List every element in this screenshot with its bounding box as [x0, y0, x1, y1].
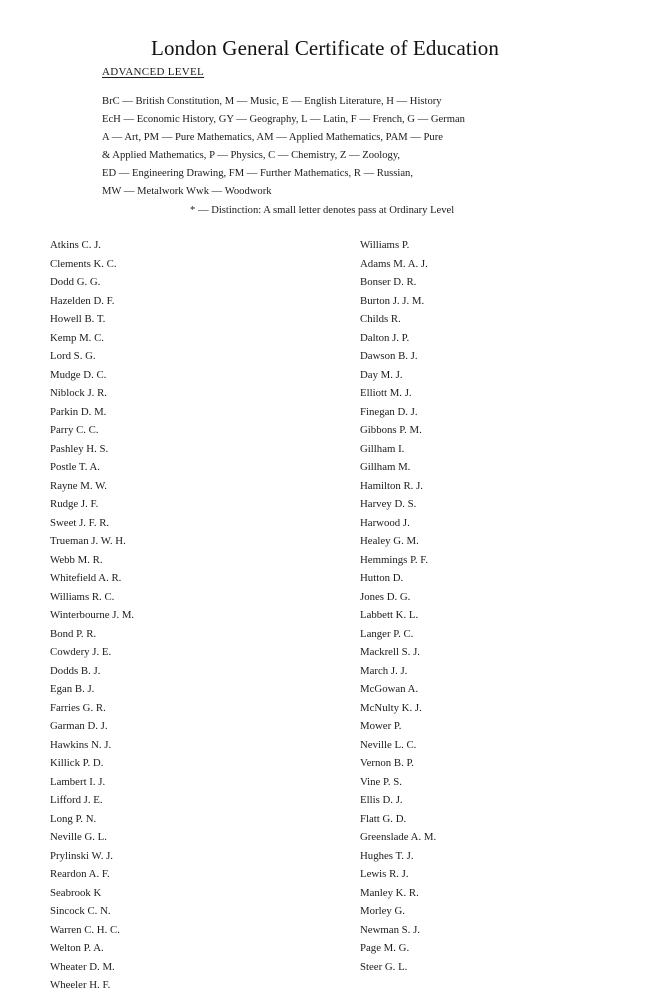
names-column-left [50, 236, 300, 995]
candidate-name: Howell B. T. [50, 313, 106, 325]
candidate-name: Burton J. J. M. [360, 294, 425, 307]
candidate-name: Parry C. C. [50, 424, 99, 436]
subject-key-line: ED — Engineering Drawing, FM — Further Mathematics, R — Russian, [102, 168, 414, 179]
candidate-name: Neville L. C. [360, 738, 417, 751]
page-title: London General Certificate of Education [151, 36, 499, 60]
candidate-name: Steer G. L. [360, 960, 408, 973]
candidate-name: Wheater D. M. [50, 960, 115, 973]
candidate-name: Gibbons P. M. [360, 424, 422, 436]
distinction-note: * — Distinction: A small letter denotes pass at Ordinary Level [190, 205, 455, 216]
candidate-name: Dalton J. P. [360, 331, 410, 344]
candidate-name: Labbett K. L. [360, 609, 419, 621]
candidate-name: Harvey D. S. [360, 498, 417, 510]
candidate-name: McGowan A. [360, 683, 419, 695]
candidate-name: Bond P. R. [50, 627, 97, 640]
candidate-name: Killick P. D. [50, 757, 104, 769]
subject-key-line: & Applied Mathematics, P — Physics, C — Chemistry, Z — Zoology, [102, 150, 401, 161]
candidate-name: Rudge J. F. [50, 498, 99, 510]
candidate-name: Pashley H. S. [50, 442, 109, 455]
candidate-name: Williams R. C. [50, 590, 115, 603]
candidate-name: Webb M. R. [50, 553, 103, 566]
candidate-name: Gillham M. [360, 461, 411, 473]
candidate-name: Hawkins N. J. [50, 738, 112, 751]
candidate-name: Cowdery J. E. [50, 646, 112, 658]
candidate-name: Sweet J. F. R. [50, 516, 110, 529]
candidate-name: Hamilton R. J. [360, 479, 423, 492]
candidate-name: Postle T. A. [50, 461, 100, 473]
candidate-name: Elliott M. J. [360, 387, 412, 399]
candidate-name: Lewis R. J. [360, 868, 409, 880]
candidate-name: Parkin D. M. [50, 405, 107, 418]
candidate-name: Manley K. R. [360, 886, 419, 899]
candidate-name: Mackrell S. J. [360, 646, 420, 658]
candidate-name: Mower P. [360, 720, 402, 732]
candidate-name: McNulty K. J. [360, 701, 422, 714]
candidate-name: Seabrook K [50, 886, 102, 899]
candidate-name: Day M. J. [360, 368, 403, 381]
candidate-name: Dodds B. J. [50, 664, 101, 677]
candidate-name: Hemmings P. F. [360, 553, 429, 566]
candidate-name: Egan B. J. [50, 683, 95, 695]
candidate-name: Warren C. H. C. [50, 923, 120, 936]
candidate-name: Jones D. G. [360, 590, 411, 603]
candidate-name: Adams M. A. J. [360, 257, 428, 270]
candidate-name: Hughes T. J. [360, 849, 414, 862]
candidate-name: Garman D. J. [50, 720, 108, 732]
candidate-name: Ellis D. J. [360, 794, 403, 806]
candidate-name: Prylinski W. J. [50, 849, 113, 862]
candidate-name: Winterbourne J. M. [50, 609, 135, 621]
candidate-name: Newman S. J. [360, 923, 420, 936]
names-column-right [360, 236, 610, 976]
subject-key-line: A — Art, PM — Pure Mathematics, AM — Applied Mathematics, PAM — Pure [102, 132, 443, 143]
candidate-name: March J. J. [360, 664, 408, 677]
candidate-name: Trueman J. W. H. [50, 535, 126, 547]
candidate-name: Bonser D. R. [360, 276, 417, 288]
candidate-name: Niblock J. R. [50, 387, 107, 399]
subject-key-line: EcH — Economic History, GY — Geography, L — Latin, F — French, G — German [102, 114, 465, 125]
candidate-name: Whitefield A. R. [50, 572, 122, 584]
candidate-name: Rayne M. W. [50, 479, 107, 492]
candidate-name: Vine P. S. [360, 775, 402, 788]
candidate-name: Atkins C. J. [50, 239, 101, 251]
candidate-name: Neville G. L. [50, 831, 107, 843]
candidate-name: Greenslade A. M. [360, 831, 437, 843]
candidate-name: Hutton D. [360, 572, 404, 584]
candidate-name: Lord S. G. [50, 350, 96, 362]
candidate-name: Welton P. A. [50, 942, 104, 954]
candidate-name: Harwood J. [360, 516, 410, 529]
candidate-name: Langer P. C. [360, 627, 414, 640]
candidate-name: Flatt G. D. [360, 812, 407, 825]
candidate-name: Morley G. [360, 905, 405, 917]
candidate-name: Dodd G. G. [50, 276, 101, 288]
subject-key-line: BrC — British Constitution, M — Music, E — English Literature, H — History [102, 96, 442, 107]
level-heading: ADVANCED LEVEL [102, 66, 205, 78]
candidate-name: Dawson B. J. [360, 350, 418, 362]
candidate-name: Wheeler H. F. [50, 979, 111, 991]
candidate-name: Williams P. [360, 239, 410, 251]
candidate-name: Finegan D. J. [360, 405, 418, 418]
candidate-name: Long P. N. [50, 812, 97, 825]
candidate-name: Kemp M. C. [50, 331, 104, 344]
subject-key [102, 93, 602, 201]
candidate-name: Healey G. M. [360, 535, 419, 547]
candidate-name: Hazelden D. F. [50, 294, 115, 307]
candidate-name: Clements K. C. [50, 257, 117, 270]
candidate-name: Vernon B. P. [360, 757, 414, 769]
candidate-name: Gillham I. [360, 442, 405, 455]
candidate-name: Farries G. R. [50, 701, 106, 714]
candidate-name: Childs R. [360, 313, 401, 325]
candidate-name: Lambert I. J. [50, 775, 106, 788]
candidate-name: Sincock C. N. [50, 905, 111, 917]
candidate-name: Lifford J. E. [50, 794, 103, 806]
candidate-name: Page M. G. [360, 942, 410, 954]
candidate-name: Reardon A. F. [50, 868, 110, 880]
subject-key-line: MW — Metalwork Wwk — Woodwork [102, 186, 272, 197]
candidate-name: Mudge D. C. [50, 368, 107, 381]
